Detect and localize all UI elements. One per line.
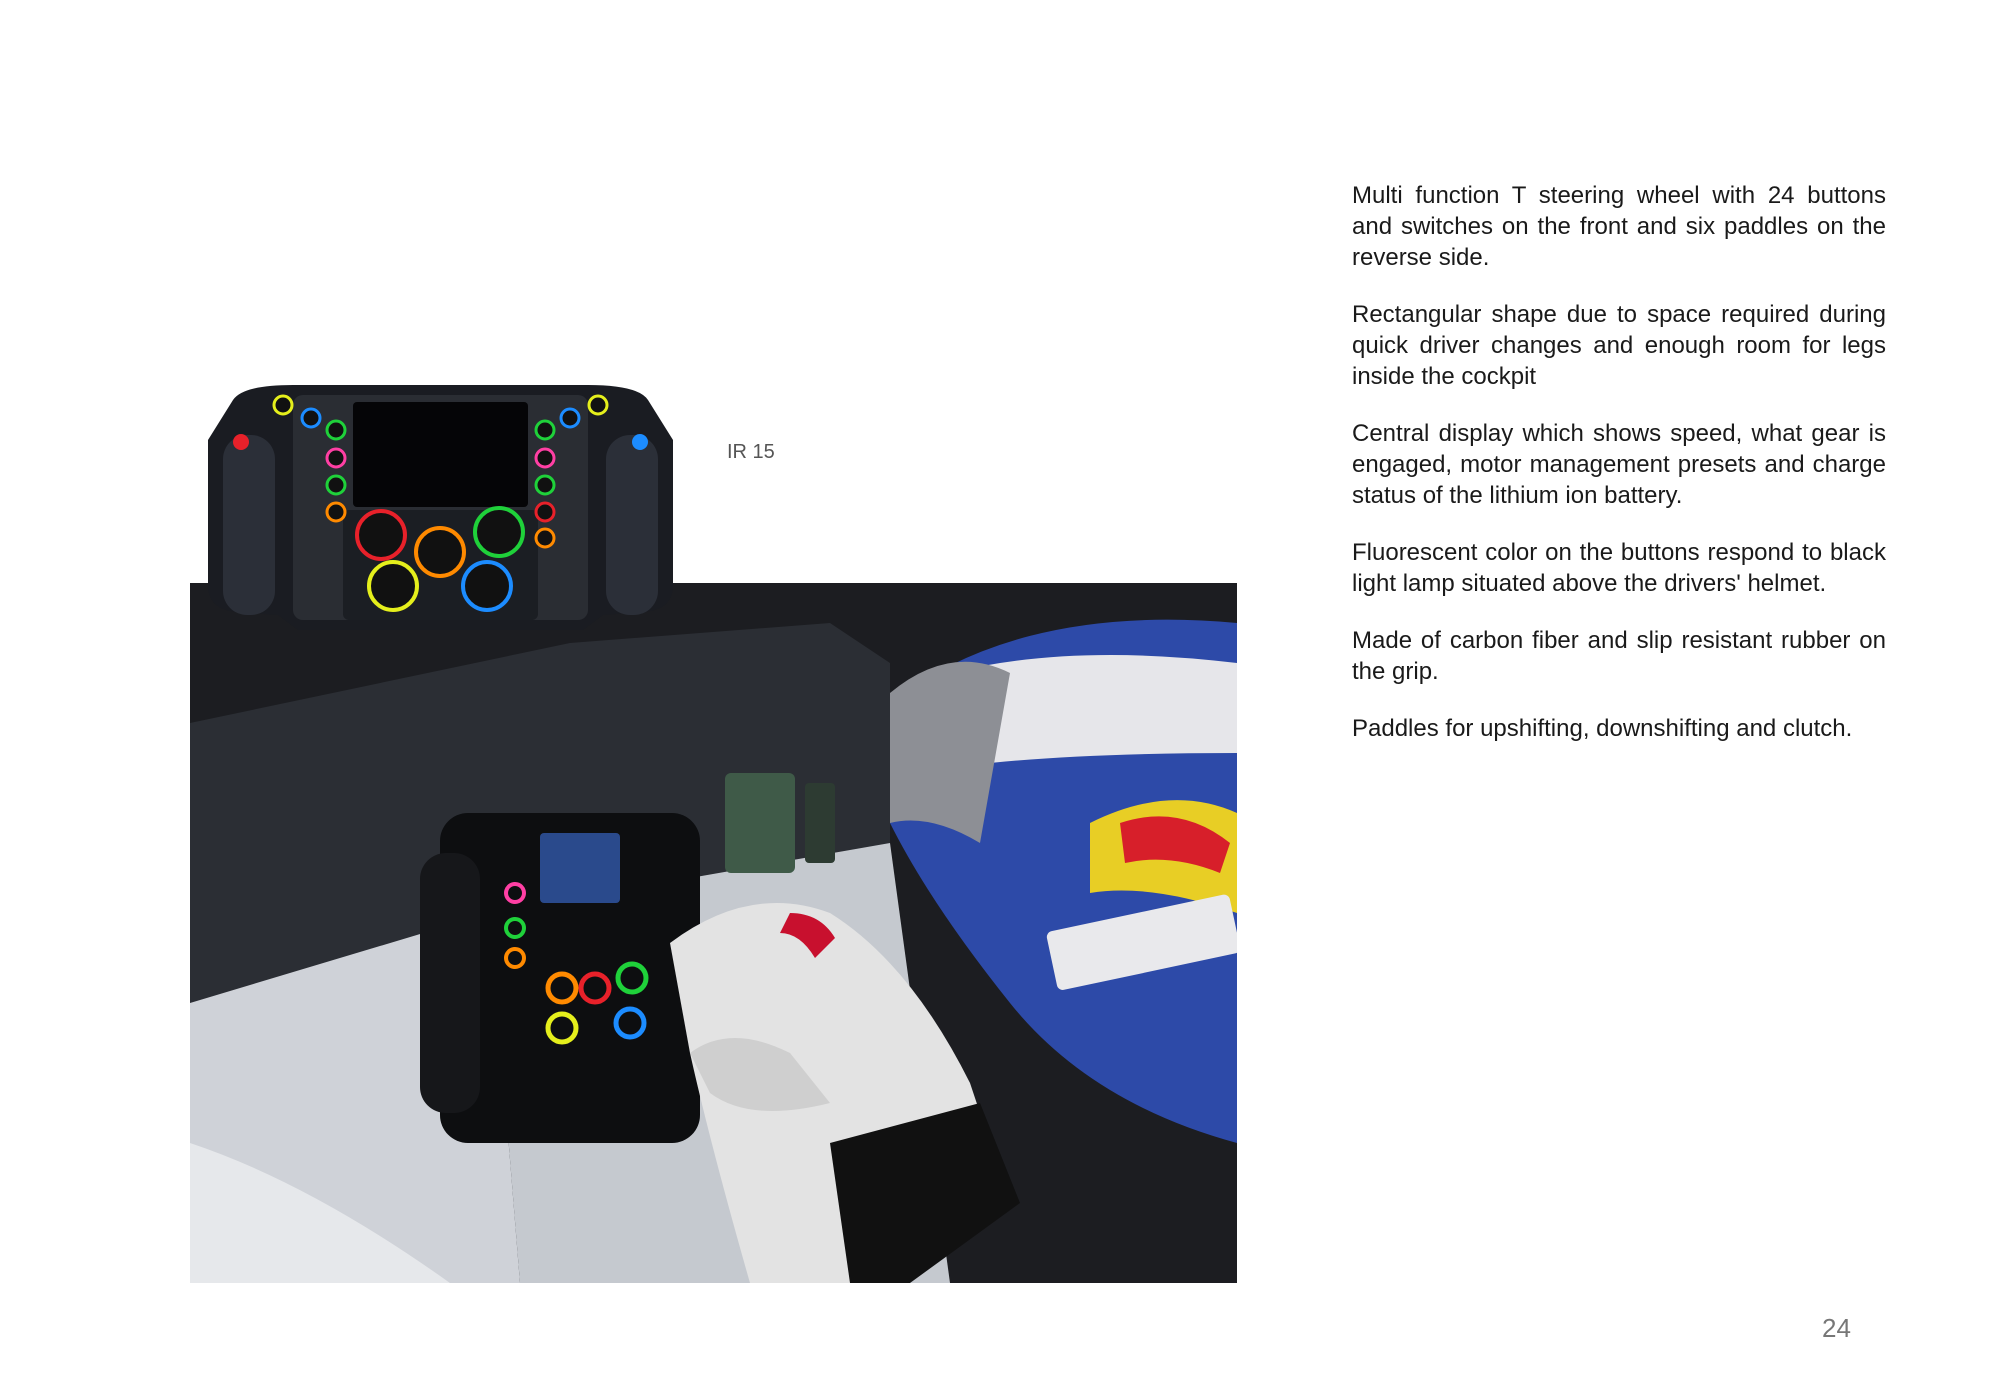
- paragraph-fluorescent: Fluorescent color on the buttons respond to black light lamp situated above the drivers' helmet.: [1352, 539, 1886, 597]
- page-number: 24: [1822, 1313, 1851, 1343]
- steering-wheel-drawing: [203, 380, 678, 635]
- paragraph-shape: Rectangular shape due to space required during quick driver changes and enough room for legs inside the cockpit: [1352, 301, 1886, 390]
- paragraph-display: Central display which shows speed, what gear is engaged, motor management presets and charge status of the lithium ion battery.: [1352, 420, 1886, 509]
- paragraph-paddles: Paddles for upshifting, downshifting and clutch.: [1352, 715, 1853, 742]
- paragraph-materials: Made of carbon fiber and slip resistant rubber on the grip.: [1352, 627, 1886, 685]
- wheel-caption: IR 15: [727, 441, 775, 463]
- steering-wheel-render: [203, 380, 678, 635]
- cockpit-photo: [190, 583, 1237, 1283]
- cockpit-photo-drawing: [190, 583, 1237, 1283]
- description-column: [1352, 180, 1886, 770]
- paragraph-steering-wheel: Multi function T steering wheel with 24 buttons and switches on the front and six paddles on the reverse side.: [1352, 182, 1886, 271]
